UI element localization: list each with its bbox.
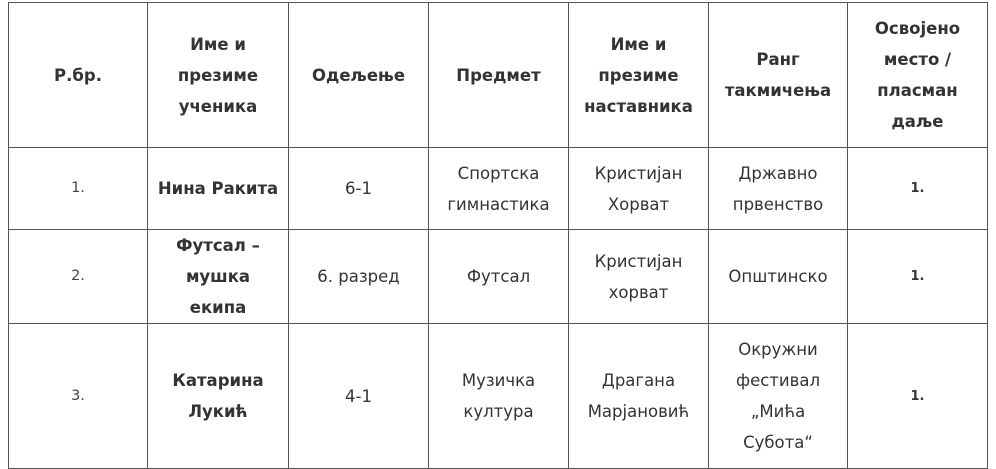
header-teacher-name: Име и презиме наставника [569,3,709,148]
place-cell: 1. [848,148,988,230]
grade-cell: 6-1 [289,148,429,230]
row-number: 3. [9,324,148,469]
header-place: Освојено место / пласман даље [848,3,988,148]
competition-results-table [8,2,988,469]
rank-cell: Општинско [709,230,848,324]
subject-cell: Спортска гимнастика [429,148,569,230]
student-name: Футсал – мушка екипа [148,230,289,324]
student-name: Катарина Лукић [148,324,289,469]
header-grade: Одељење [289,3,429,148]
header-student-name: Име и презиме ученика [148,3,289,148]
subject-cell: Музичка култура [429,324,569,469]
place-cell: 1. [848,324,988,469]
row-number: 2. [9,230,148,324]
rank-cell: Државно првенство [709,148,848,230]
header-subject: Предмет [429,3,569,148]
teacher-cell: Кристијан Хорват [569,148,709,230]
subject-cell: Футсал [429,230,569,324]
row-number: 1. [9,148,148,230]
rank-cell: Окружни фестивал „Мића Субота“ [709,324,848,469]
table-row [9,230,988,324]
header-competition-rank: Ранг такмичења [709,3,848,148]
table-row [9,324,988,469]
table-row [9,148,988,230]
table-header-row [9,3,988,148]
place-cell: 1. [848,230,988,324]
student-name: Нина Ракита [148,148,289,230]
grade-cell: 4-1 [289,324,429,469]
grade-cell: 6. разред [289,230,429,324]
header-number: Р.бр. [9,3,148,148]
teacher-cell: Кристијан хорват [569,230,709,324]
teacher-cell: Драгана Марјановић [569,324,709,469]
